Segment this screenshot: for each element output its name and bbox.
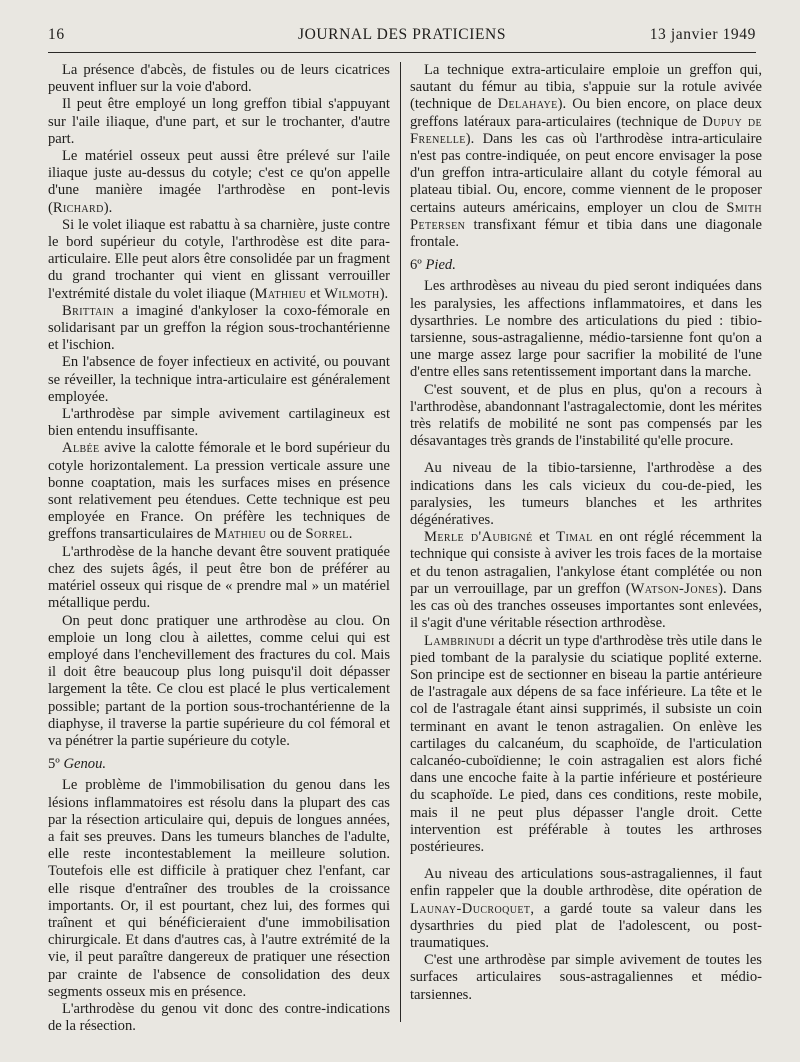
paragraph: Au niveau des articulations sous-astragaliennes, il faut enfin rappeler que la double arthrodèse, dite opération de Launay-Ducroquet, a gardé toute sa valeur dans les dysarthries du pied plat de l'adolescent, ou post-traumatiques. (410, 866, 762, 951)
right-column (410, 62, 762, 1004)
header-rule (48, 52, 756, 53)
author-name: Watson-Jones (630, 580, 719, 597)
section-heading-genou: 5º Genou. (48, 756, 107, 773)
author-name: Wilmoth (324, 285, 380, 302)
paragraph: On peut donc pratiquer une arthrodèse au clou. On emploie un long clou à ailettes, comme celui qui est employé dans l'enchevillement des fractures du col. Mais il doit être beaucoup plus long puisqu'il doit dépasser largement la tête. Ce clou est placé le plus verticalement possible; partant de la portion sous-trochantérienne de la diaphyse, il traverse la partie supérieure du col fémoral et va pénétrer la partie supérieure du cotyle. (48, 612, 390, 749)
paragraph: L'arthrodèse par simple avivement cartilagineux est bien entendu insuffisante. (48, 406, 390, 440)
paragraph: Albée avive la calotte fémorale et le bord supérieur du cotyle horizontalement. La pression verticale assure une bonne coaptation, mais les surfaces mises en présence sont relativement peu étendues. Cette technique est peu employée en France. On préfère les techniques de greffons transarticulaires de Mathieu ou de Sorrel. (48, 440, 390, 543)
author-name: Launay-Ducroquet (410, 900, 531, 917)
author-name: Lambrinudi (424, 632, 495, 649)
paragraph: C'est une arthrodèse par simple avivement de toutes les surfaces articulaires sous-astragaliennes et médio-tarsiennes. (410, 952, 762, 1003)
column-divider (400, 62, 401, 1022)
author-name: Smith Petersen (410, 199, 762, 233)
paragraph: Il peut être employé un long greffon tibial s'appuyant sur l'aile iliaque, d'une part, et sur le trochanter, d'autre part. (48, 96, 390, 147)
author-name: Richard (52, 199, 104, 216)
issue-date: 13 janvier 1949 (649, 26, 756, 43)
paragraph: L'arthrodèse de la hanche devant être souvent pratiquée chez des sujets âgés, il peut être bon de préférer au matériel osseux qui risque de « prendre mal » un matériel métallique perdu. (48, 543, 390, 612)
paragraph: L'arthrodèse du genou vit donc des contre-indications de la résection. (48, 1000, 390, 1035)
paragraph: Le problème de l'immobilisation du genou dans les lésions inflammatoires est résolu dans la plupart des cas par la résection articulaire qui, depuis de longues années, a fait ses preuves. Dans les tumeurs blanches de l'adulte, elle reste incontestablement la meilleure solution. Toutefois elle est difficile à pratiquer chez l'enfant, car elle risque d'entraîner des troubles de la croissance importants. Or, il est pourtant, chez lui, des formes qui traînent et qui bénéficieraient d'une immobilisation chirurgicale. Et dans d'autres cas, à l'autre extrémité de la vie, il peut paraître dangereux de pratiquer une résection par crainte de l'absence de consolidation des deux segments osseux mis en présence. (48, 777, 390, 1000)
running-header (48, 24, 756, 50)
paragraph: Au niveau de la tibio-tarsienne, l'arthrodèse a des indications dans les cals vicieux du cou-de-pied, les paralysies, les tumeurs blanches et les arthrites dégénératives. (410, 460, 762, 529)
left-column (48, 62, 390, 1035)
journal-title: JOURNAL DES PRATICIENS (297, 26, 507, 43)
paragraph: Lambrinudi a décrit un type d'arthrodèse très utile dans le pied tombant de la paralysie du sciatique poplité externe. Son principe est de sectionner en biseau la partie antérieure de l'astragale aux dépens de sa face inférieure. La tête et le col de l'astragale étant ainsi supprimés, il subsiste un coin terminant en avant le tenon astragalien. On enlève les cartilages du calcanéum, du scaphoïde, de l'articulation calcanéo-cuboïdienne; le coin astragalien est alors fiché dans une encoche faite à la partie inférieure et postérieure du scaphoïde. Le pied, dans ces conditions, reste mobile, mais il ne peut plus dépasser l'angle droit. Cette intervention est préférable à toutes les arthroses postérieures. (410, 632, 762, 855)
paragraph: En l'absence de foyer infectieux en activité, ou pouvant se réveiller, la technique intra-articulaire est généralement employée. (48, 354, 390, 405)
section-heading-pied: 6º Pied. (410, 257, 456, 274)
paragraph: C'est souvent, et de plus en plus, qu'on a recours à l'arthrodèse, abandonnant l'astragalectomie, dont les mérites très relatifs de mobilité ne sont pas compensés par les désavantages très grands de l'instabilité qu'elle procure. (410, 381, 762, 450)
author-name: Mathieu (254, 285, 307, 302)
author-name: Sorrel (305, 526, 349, 543)
author-name: Brittain (62, 302, 115, 319)
page-number: 16 (48, 26, 65, 43)
paragraph: Si le volet iliaque est rabattu à sa charnière, juste contre le bord supérieur du cotyle, l'arthrodèse est dite para-articulaire. Elle peut alors être consolidée par un fragment du grand trochanter qui vient en glissant verrouiller l'extrémité distale du volet iliaque (Mathieu et Wilmoth). (48, 216, 390, 302)
author-name: Dupuy de Frenelle (410, 113, 762, 147)
paragraph: Brittain a imaginé d'ankyloser la coxo-fémorale en solidarisant par un greffon la région sous-trochantérienne et l'ischion. (48, 302, 390, 354)
paragraph: La technique extra-articulaire emploie un greffon qui, sautant du fémur au tibia, s'appuie sur la rotule avivée (technique de Delahaye). Ou bien encore, on place deux greffons latéraux para-articulaires (technique de Dupuy de Frenelle). Dans les cas où l'arthrodèse intra-articulaire n'est pas contre-indiquée, on peut encore envisager la pose d'un greffon intra-articulaire allant du cotyle fémoral au plateau tibial. Ou, encore, comme viennent de le proposer certains auteurs américains, employer un clou de Smith Petersen transfixant fémur et tibia dans une diagonale frontale. (410, 62, 762, 251)
paragraph: Le matériel osseux peut aussi être prélevé sur l'aile iliaque juste au-dessus du cotyle; c'est ce qu'on appelle d'une manière imagée l'arthrodèse en pont-levis (Richard). (48, 148, 390, 216)
paragraph: La présence d'abcès, de fistules ou de leurs cicatrices peuvent influer sur la voie d'abord. (48, 62, 390, 96)
author-name: Timal (556, 529, 593, 546)
paragraph: Merle d'Aubigné et Timal en ont réglé récemment la technique qui consiste à aviver les trois faces de la mortaise et du tenon astragalien, l'ankylose étant complétée ou non par un verrouillage, par un greffon (Watson-Jones). Dans les cas où des tranches osseuses importantes sont enlevées, il s'agit d'une véritable résection arthrodèse. (410, 529, 762, 632)
author-name: Delahaye (497, 96, 558, 113)
author-name: Albée (62, 440, 100, 457)
author-name: Merle d'Aubigné (424, 529, 533, 546)
paragraph: Les arthrodèses au niveau du pied seront indiquées dans les paralysies, les affections inflammatoires, et dans les dysarthries. Le nombre des articulations du pied : tibio-tarsienne, sous-astragalienne, médio-tarsienne font qu'on a une marge assez large pour sacrifier la mobilité de l'une d'entre elles sans retentissement important dans la marche. (410, 278, 762, 381)
author-name: Mathieu (214, 526, 267, 543)
